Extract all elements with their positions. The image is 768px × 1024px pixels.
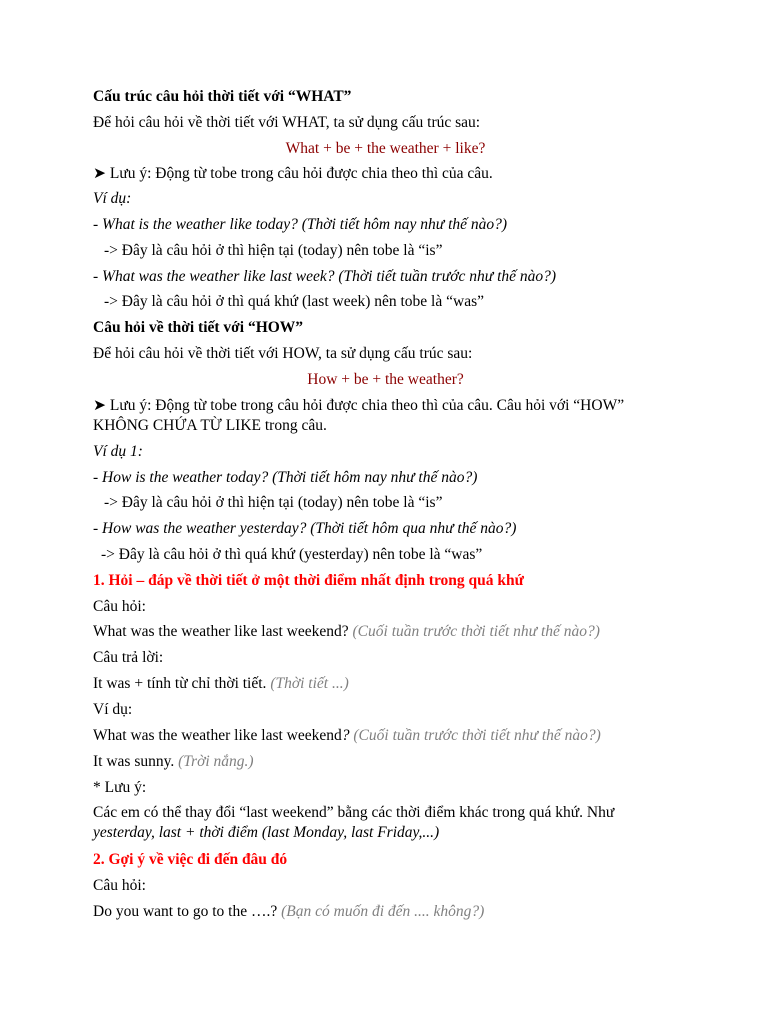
- formula-what: What + be + the weather + like?: [285, 140, 486, 157]
- example-1-label: Ví dụ 1:: [93, 443, 143, 460]
- example-4-explanation: -> Đây là câu hỏi ở thì quá khứ (yesterday) nên tobe là “was”: [101, 546, 483, 563]
- note-what: ➤ Lưu ý: Động từ tobe trong câu hỏi được chia theo thì của câu.: [93, 165, 493, 182]
- question-label: Câu hỏi:: [93, 598, 146, 615]
- example-plain-label: Ví dụ:: [93, 701, 133, 718]
- example-3: - How is the weather today? (Thời tiết hôm nay như thế nào?): [93, 469, 478, 486]
- section-2-heading: 2. Gợi ý về việc đi đến đâu đó: [93, 851, 288, 868]
- question-1: [93, 622, 678, 642]
- example-5-answer-text: It was sunny.: [93, 753, 175, 770]
- example-4: - How was the weather yesterday? (Thời tiết hôm qua như thế nào?): [93, 520, 517, 537]
- note-how-line-2: KHÔNG CHỨA TỪ LIKE trong câu.: [93, 417, 327, 434]
- section-1-heading: 1. Hỏi – đáp về thời tiết ở một thời điểm nhất định trong quá khứ: [93, 572, 524, 589]
- example-2-explanation: -> Đây là câu hỏi ở thì quá khứ (last week) nên tobe là “was”: [104, 293, 484, 310]
- example-5-question: [93, 726, 678, 746]
- question-1-text: What was the weather like last weekend?: [93, 623, 349, 640]
- question-label-2: Câu hỏi:: [93, 877, 146, 894]
- example-5-answer-translation: (Trời nắng.): [178, 753, 254, 770]
- intro-how: Để hỏi câu hỏi về thời tiết với HOW, ta sử dụng cấu trúc sau:: [93, 345, 473, 362]
- example-2: - What was the weather like last week? (Thời tiết tuần trước như thế nào?): [93, 268, 557, 285]
- question-2: [93, 902, 678, 922]
- example-3-explanation: -> Đây là câu hỏi ở thì hiện tại (today) nên tobe là “is”: [104, 494, 443, 511]
- example-5-question-text: What was the weather like last weekend: [93, 727, 342, 744]
- intro-what: Để hỏi câu hỏi về thời tiết với WHAT, ta sử dụng cấu trúc sau:: [93, 114, 481, 131]
- example-label: Ví dụ:: [93, 190, 132, 207]
- formula-how: How + be + the weather?: [307, 371, 464, 388]
- answer-1-text: It was + tính từ chỉ thời tiết.: [93, 675, 267, 692]
- answer-1-translation: (Thời tiết ...): [270, 675, 349, 692]
- question-2-translation: (Bạn có muốn đi đến .... không?): [281, 903, 485, 920]
- answer-label: Câu trả lời:: [93, 649, 164, 666]
- heading-what: Cấu trúc câu hỏi thời tiết với “WHAT”: [93, 88, 352, 105]
- heading-how: Câu hỏi về thời tiết với “HOW”: [93, 319, 304, 336]
- answer-1: [93, 674, 678, 694]
- example-5-question-mark: ?: [341, 727, 350, 744]
- example-5-translation: (Cuối tuần trước thời tiết như thế nào?): [353, 727, 601, 744]
- example-1: - What is the weather like today? (Thời tiết hôm nay như thế nào?): [93, 216, 508, 233]
- question-2-text: Do you want to go to the ….?: [93, 903, 278, 920]
- note-how-line-1: ➤ Lưu ý: Động từ tobe trong câu hỏi được chia theo thì của câu. Câu hỏi với “HOW”: [93, 397, 625, 414]
- note-text: Các em có thể thay đổi “last weekend” bằng các thời điểm khác trong quá khứ. Như: [93, 804, 615, 821]
- note-label: * Lưu ý:: [93, 779, 147, 796]
- example-5-answer: [93, 752, 678, 772]
- note-text-italic: yesterday, last + thời điểm (last Monday, last Friday,...): [93, 824, 440, 841]
- example-1-explanation: -> Đây là câu hỏi ở thì hiện tại (today) nên tobe là “is”: [104, 242, 443, 259]
- question-1-translation: (Cuối tuần trước thời tiết như thế nào?): [352, 623, 600, 640]
